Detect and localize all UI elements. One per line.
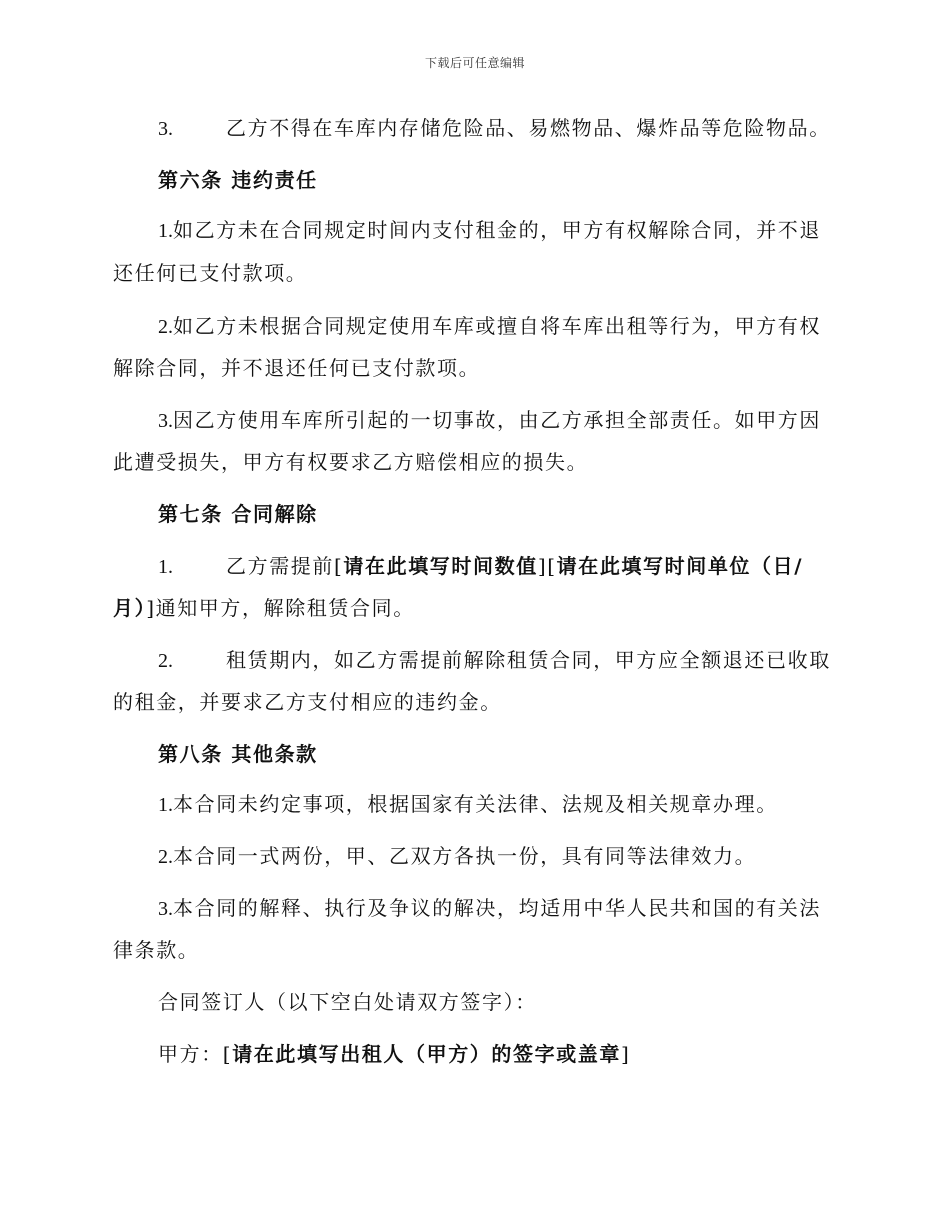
item-text: 乙方不得在车库内存储危险品、易燃物品、爆炸品等危险物品。 <box>226 116 831 140</box>
party-a-placeholder: 请在此填写出租人（甲方）的签字或盖章 <box>232 1042 622 1066</box>
item-text: 本合同一式两份，甲、乙双方各执一份，具有同等法律效力。 <box>173 844 757 868</box>
time-unit-placeholder-cont: 月） <box>113 596 147 620</box>
item-text-pre: 乙方需提前[ <box>226 554 344 578</box>
article-8-item-1 <box>158 790 778 819</box>
item-number: 2. <box>158 846 173 868</box>
item-number: 2. <box>158 316 173 338</box>
item-number: 1. <box>158 220 173 242</box>
item-number: 1. <box>158 794 173 816</box>
item-text: 本合同未约定事项，根据国家有关法律、法规及相关规章办理。 <box>173 792 778 816</box>
item-text: 如乙方未在合同规定时间内支付租金的，甲方有权解除合同，并不退 <box>173 218 821 242</box>
page-header: 下载后可任意编辑 <box>424 56 525 70</box>
article-6-title: 第六条 违约责任 <box>158 168 318 192</box>
article-6-item-1-line-2: 还任何已支付款项。 <box>113 261 308 285</box>
article-6-item-1-line-1 <box>158 216 821 245</box>
party-a-label: 甲方：[ <box>158 1042 233 1066</box>
item-number: 2. <box>158 650 173 672</box>
article-6-item-3-line-2: 此遭受损失，甲方有权要求乙方赔偿相应的损失。 <box>113 450 589 474</box>
signers-line: 合同签订人（以下空白处请双方签字）： <box>158 990 537 1014</box>
time-unit-placeholder: 请在此填写时间单位（日/ <box>556 554 804 578</box>
article-8-item-3-line-2: 律条款。 <box>113 938 200 962</box>
party-a-signature-line <box>158 1040 630 1068</box>
article-8-item-2 <box>158 842 756 871</box>
item-text: 本合同的解释、执行及争议的解决，均适用中华人民共和国的有关法 <box>173 896 821 920</box>
item-number: 3. <box>158 118 173 140</box>
party-a-bracket-close: ] <box>621 1042 631 1066</box>
article-7-item-2-line-2: 的租金，并要求乙方支付相应的违约金。 <box>113 690 502 714</box>
item-number: 3. <box>158 410 173 432</box>
article-7-item-2-line-1 <box>158 646 831 675</box>
item-text: 租赁期内，如乙方需提前解除租赁合同，甲方应全额退还已收取 <box>226 648 831 672</box>
article-6-item-2-line-2: 解除合同，并不退还任何已支付款项。 <box>113 356 481 380</box>
item-text-post: ]通知甲方，解除租赁合同。 <box>146 596 415 620</box>
time-value-placeholder: 请在此填写时间数值 <box>343 554 538 578</box>
article-7-item-1-line-1 <box>158 552 803 581</box>
article-6-item-2-line-1 <box>158 312 821 341</box>
item-text: 因乙方使用车库所引起的一切事故，由乙方承担全部责任。如甲方因 <box>173 408 821 432</box>
item-number: 3. <box>158 898 173 920</box>
article-6-item-3-line-1 <box>158 406 821 435</box>
article-7-item-1-line-2 <box>113 594 415 622</box>
bracket-separator: ][ <box>537 554 557 578</box>
article-8-title: 第八条 其他条款 <box>158 742 318 766</box>
article-7-title: 第七条 合同解除 <box>158 502 318 526</box>
article-8-item-3-line-1 <box>158 894 821 923</box>
item-text: 如乙方未根据合同规定使用车库或擅自将车库出租等行为，甲方有权 <box>173 314 821 338</box>
item-number: 1. <box>158 556 173 578</box>
clause-5-item-3 <box>158 114 831 143</box>
